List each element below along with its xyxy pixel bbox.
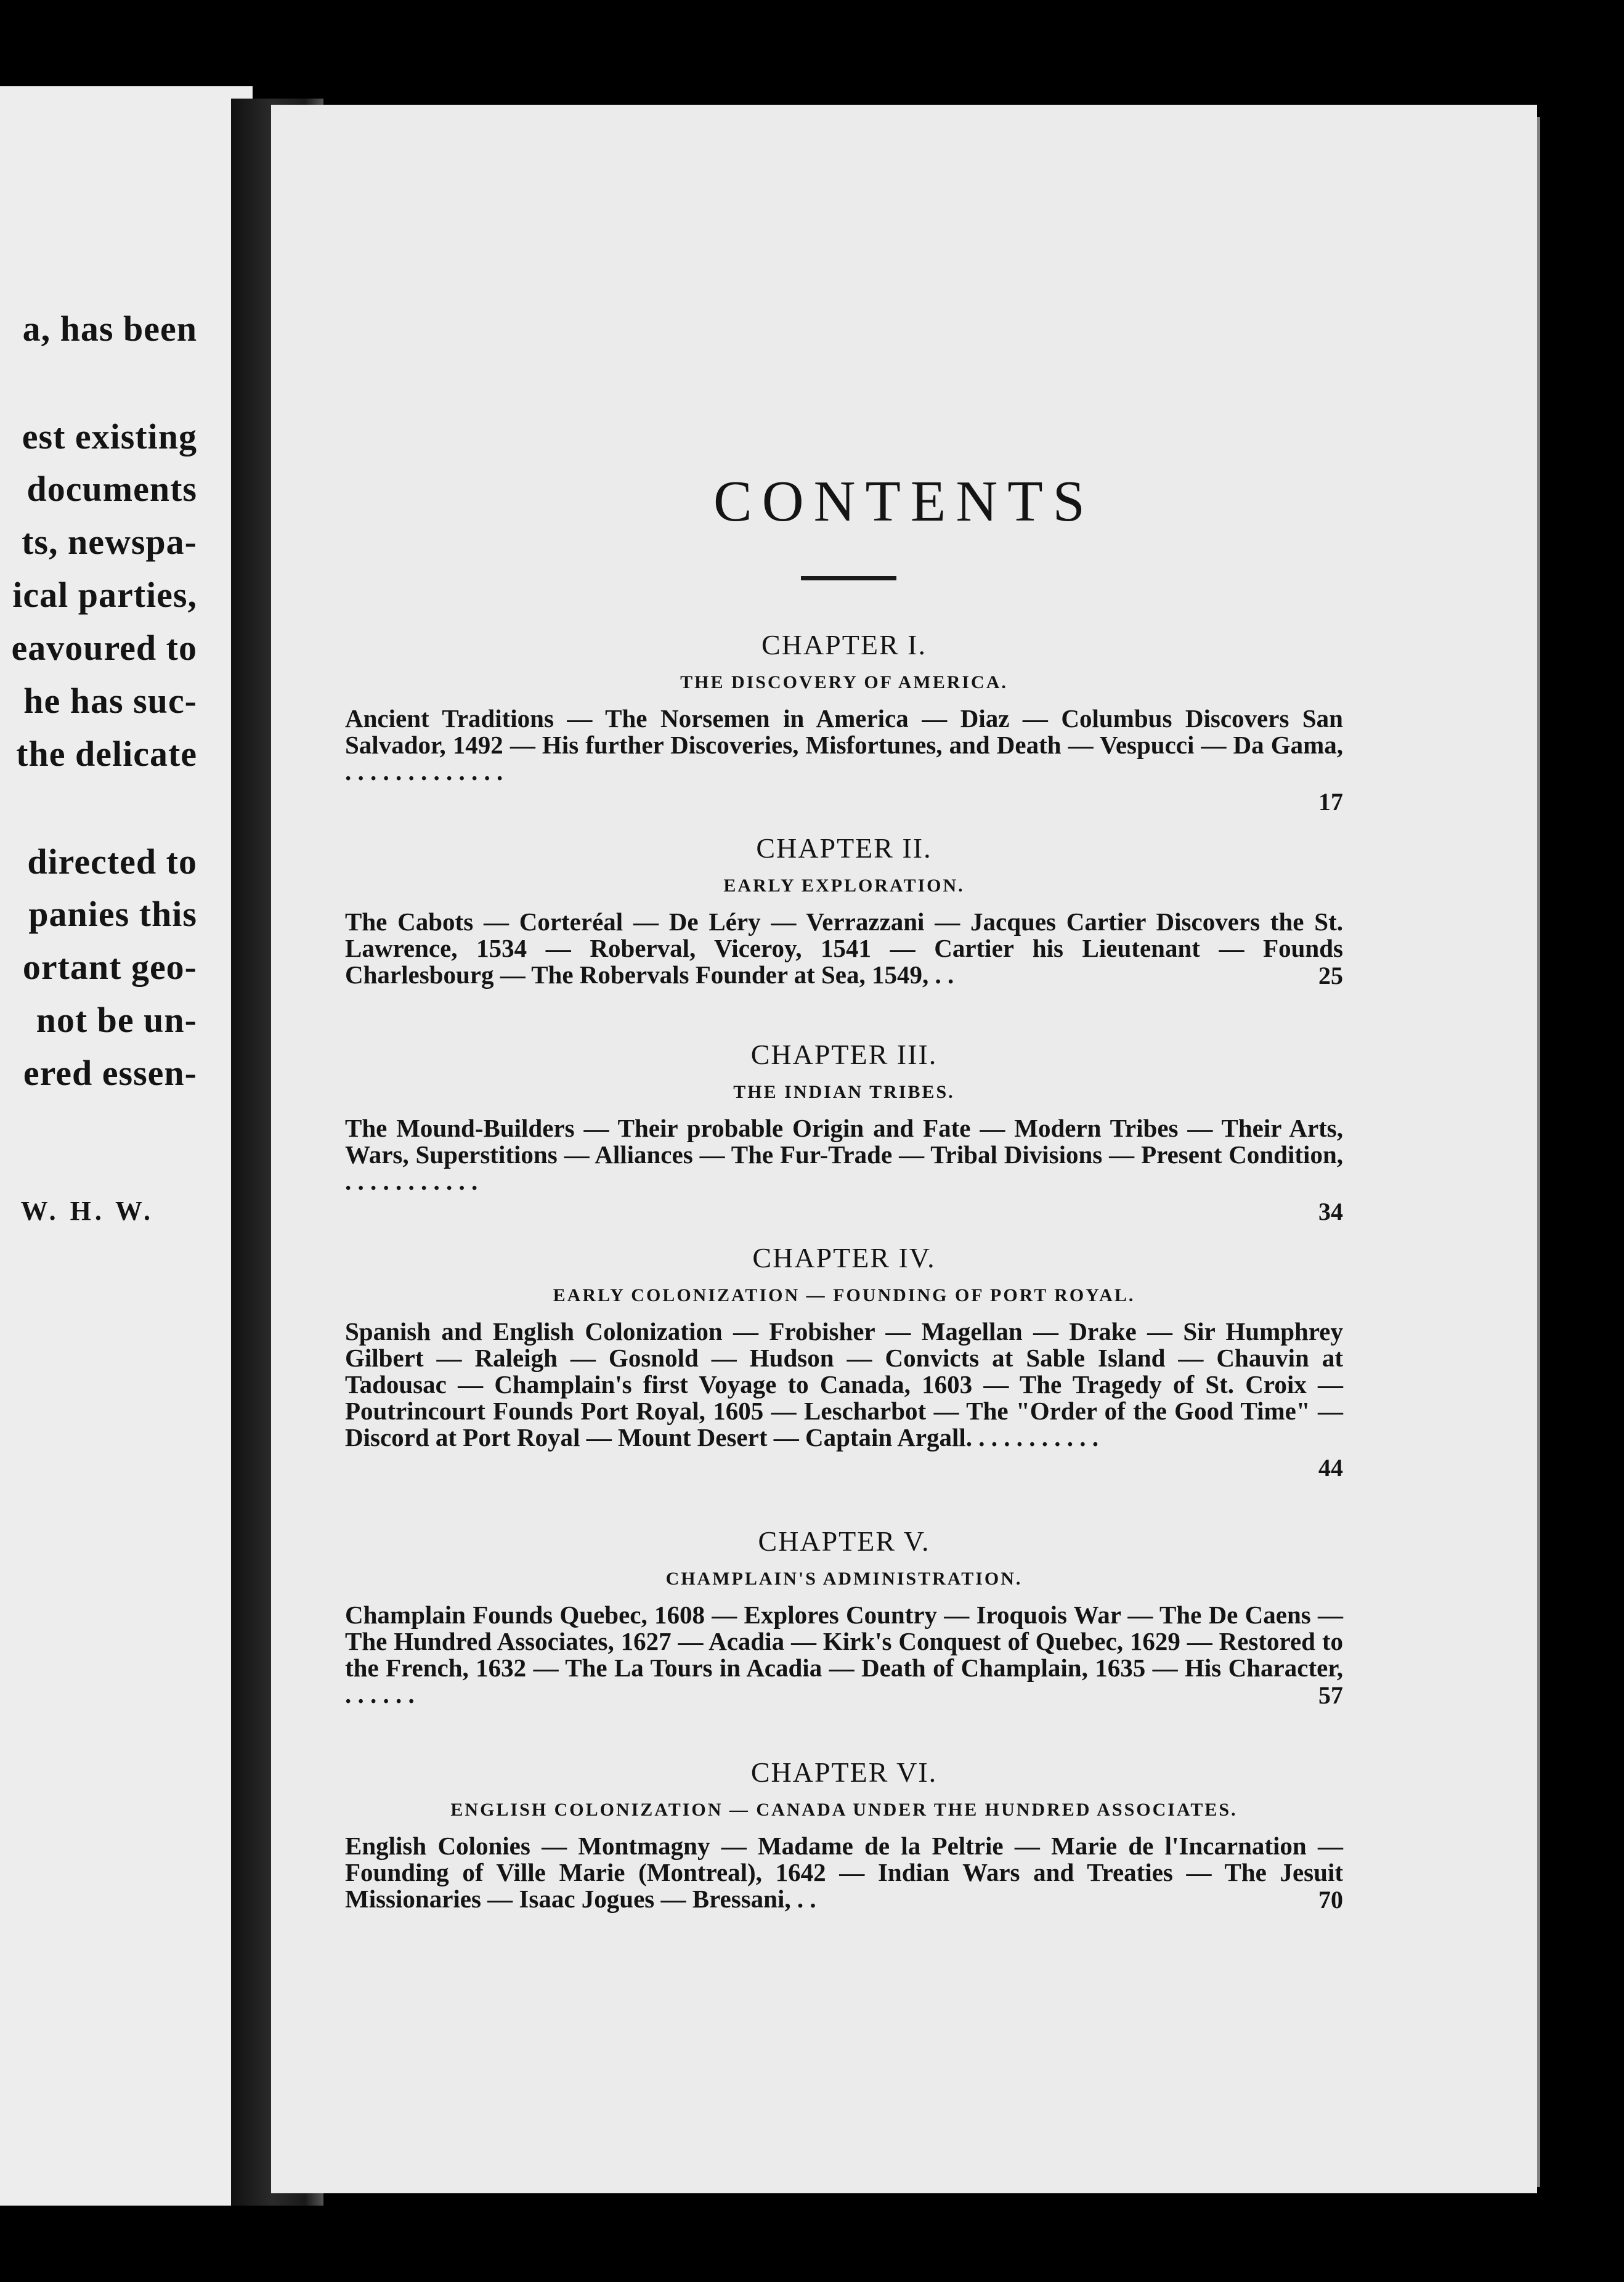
chapter-subtitle: EARLY EXPLORATION.: [723, 875, 965, 896]
chapter-summary: The Cabots — Corteréal — De Léry — Verrazzani — Jacques Cartier Discovers the St. Lawrence, 1534 — Roberval, Viceroy, 1541 — Cartier his Lieutenant — Founds Charlesbourg — The Robervals Founder at Sea, 1549, . .: [345, 908, 1343, 989]
chapter-heading: CHAPTER III.: [750, 1039, 938, 1070]
chapter-subtitle: CHAMPLAIN'S ADMINISTRATION.: [665, 1569, 1023, 1589]
left-page-line: ts, newspa-: [22, 522, 197, 562]
chapter-heading: CHAPTER IV.: [752, 1242, 936, 1273]
chapter-entry: [345, 832, 1343, 990]
chapter-heading: CHAPTER V.: [758, 1525, 930, 1557]
author-initials: W. H. W.: [20, 1196, 154, 1226]
chapter-summary: Ancient Traditions — The Norsemen in America — Diaz — Columbus Discovers San Salvador, 1492 — His further Discoveries, Misfortunes, and Death — Vespucci — Da Gama, . . . . . . . . . . . . .: [345, 704, 1343, 786]
left-page-line: panies this: [28, 894, 197, 934]
left-page-line: the delicate: [16, 734, 197, 774]
left-page-line: documents: [26, 469, 197, 509]
chapter-summary: Spanish and English Colonization — Frobisher — Magellan — Drake — Sir Humphrey Gilbert — Raleigh — Gosnold — Hudson — Convicts at Sable Island — Chauvin at Tadousac — Champlain's first Voyage to Canada, 1603 — The Tragedy of St. Croix — Poutrincourt Founds Port Royal, 1605 — Lescharbot — The "Order of the Good Time" — Discord at Port Royal — Mount Desert — Captain Argall. . . . . . . . . . .: [345, 1317, 1343, 1452]
chapter-entry: [345, 628, 1343, 816]
chapter-page-number: 57: [1318, 1681, 1343, 1709]
page-title: CONTENTS: [713, 469, 1095, 534]
left-page-line: he has suc-: [23, 681, 197, 721]
left-facing-page: [0, 86, 253, 2206]
chapter-page-number: 44: [1318, 1454, 1343, 1482]
chapter-subtitle: THE INDIAN TRIBES.: [733, 1082, 955, 1102]
chapter-entry: [345, 1241, 1343, 1482]
left-page-line: ortant geo-: [22, 947, 197, 987]
left-page-line: ical parties,: [12, 575, 197, 615]
chapter-entry: [345, 1525, 1343, 1710]
contents-page: [271, 105, 1537, 2193]
chapter-entry: [345, 1038, 1343, 1226]
left-page-line: directed to: [27, 842, 197, 882]
chapter-summary: Champlain Founds Quebec, 1608 — Explores Country — Iroquois War — The De Caens — The Hundred Associates, 1627 — Acadia — Kirk's Conquest of Quebec, 1629 — Restored to the French, 1632 — The La Tours in Acadia — Death of Champlain, 1635 — His Character, . . . . . .: [345, 1601, 1343, 1708]
left-page-line: eavoured to: [11, 628, 197, 668]
left-page-line: not be un-: [36, 1000, 197, 1040]
left-page-line: est existing: [22, 416, 197, 457]
chapter-summary: English Colonies — Montmagny — Madame de la Peltrie — Marie de l'Incarnation — Founding of Ville Marie (Montreal), 1642 — Indian Wars and Treaties — The Jesuit Missionaries — Isaac Jogues — Bressani, . .: [345, 1832, 1343, 1913]
chapter-heading: CHAPTER I.: [761, 629, 927, 660]
left-page-line: ered essen-: [23, 1053, 197, 1093]
chapter-page-number: 17: [1318, 788, 1343, 816]
chapter-page-number: 34: [1318, 1198, 1343, 1225]
chapter-entry: [345, 1756, 1343, 1914]
chapter-subtitle: ENGLISH COLONIZATION — CANADA UNDER THE HUNDRED ASSOCIATES.: [450, 1800, 1238, 1820]
title-rule: [801, 576, 896, 580]
chapter-page-number: 70: [1318, 1886, 1343, 1914]
chapter-heading: CHAPTER VI.: [750, 1756, 938, 1788]
left-page-line: a, has been: [22, 309, 197, 349]
chapter-subtitle: EARLY COLONIZATION — FOUNDING OF PORT ROYAL.: [553, 1285, 1135, 1305]
chapter-subtitle: THE DISCOVERY OF AMERICA.: [680, 672, 1008, 692]
chapter-summary: The Mound-Builders — Their probable Origin and Fate — Modern Tribes — Their Arts, Wars, Superstitions — Alliances — The Fur-Trade — Tribal Divisions — Present Condition, . . . . . . . . . . .: [345, 1114, 1343, 1195]
chapter-heading: CHAPTER II.: [756, 832, 932, 864]
chapter-page-number: 25: [1318, 962, 1343, 989]
